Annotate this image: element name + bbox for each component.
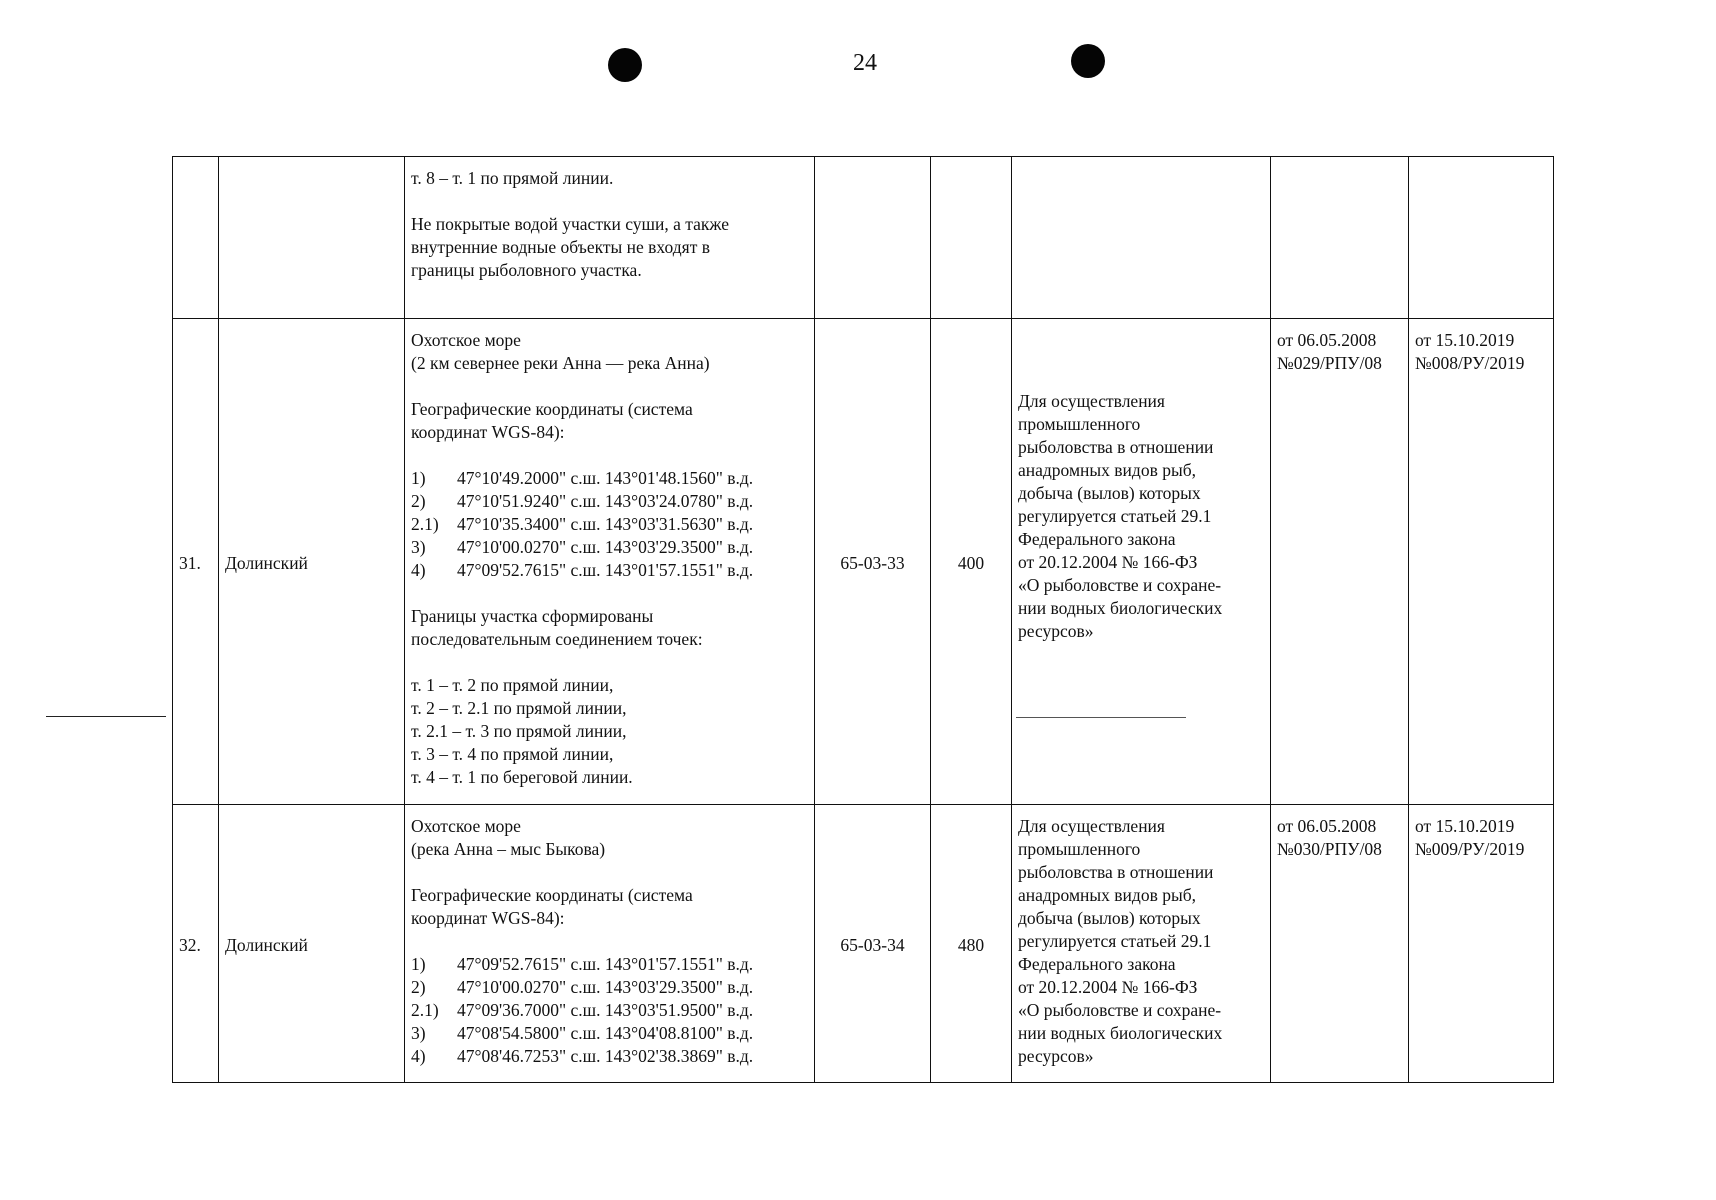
sea-name: Охотское море — [411, 330, 521, 350]
coord-point: 1) — [411, 468, 426, 488]
coord-value: 47°08'54.5800" с.ш. 143°04'08.8100" в.д. — [457, 1023, 754, 1043]
coord-list — [411, 953, 808, 1068]
cell-number: 31. — [173, 319, 219, 805]
table-row — [173, 319, 1554, 805]
cell-ref2 — [1409, 157, 1554, 319]
area-extent: (река Анна – мыс Быкова) — [411, 839, 606, 859]
cell-ref1: от 06.05.2008 №029/РПУ/08 — [1271, 319, 1409, 805]
text-line: Границы участка сформированы — [411, 606, 654, 626]
coord-item — [411, 1022, 808, 1045]
coord-item — [411, 467, 808, 490]
page-number: 24 — [853, 50, 877, 76]
cell-ref1: от 06.05.2008 №030/РПУ/08 — [1271, 805, 1409, 1083]
text-line: Географические координаты (система — [411, 885, 693, 905]
coord-value: 47°08'46.7253" с.ш. 143°02'38.3869" в.д. — [457, 1046, 754, 1066]
cell-description — [405, 157, 815, 319]
coord-value: 47°09'52.7615" с.ш. 143°01'57.1551" в.д. — [457, 560, 754, 580]
cell-district: Долинский — [219, 319, 405, 805]
coord-title — [411, 884, 808, 930]
cell-purpose: Для осуществления промышленного рыболовства в отношении анадромных видов рыб, добыча (вылов) которых регулируется статьей 29.1 Федерального закона от 20.12.2004 № 166-ФЗ «О рыболовстве и сохране- нии водных биологических ресурсов» — [1012, 319, 1271, 805]
coord-point: 4) — [411, 560, 426, 580]
coord-point: 2.1) — [411, 514, 439, 534]
coord-item — [411, 976, 808, 999]
text-line: координат WGS-84): — [411, 422, 565, 442]
bound-item: т. 4 – т. 1 по береговой линии. — [411, 767, 633, 787]
cell-number — [173, 157, 219, 319]
bounds-title — [411, 605, 808, 651]
cell-area — [931, 157, 1012, 319]
cell-code: 65-03-33 — [815, 319, 931, 805]
coord-item — [411, 953, 808, 976]
sea-name: Охотское море — [411, 816, 521, 836]
coord-item — [411, 999, 808, 1022]
coord-value: 47°10'35.3400" с.ш. 143°03'31.5630" в.д. — [457, 514, 754, 534]
punch-hole-right — [1071, 44, 1105, 78]
coord-item — [411, 513, 808, 536]
coord-item — [411, 536, 808, 559]
cell-district: Долинский — [219, 805, 405, 1083]
coord-item — [411, 1045, 808, 1068]
coord-point: 3) — [411, 1023, 426, 1043]
cell-ref1 — [1271, 157, 1409, 319]
cell-ref2: от 15.10.2019 №009/РУ/2019 — [1409, 805, 1554, 1083]
area-extent: (2 км севернее реки Анна — река Анна) — [411, 353, 710, 373]
bound-item: т. 1 – т. 2 по прямой линии, — [411, 675, 614, 695]
coord-value: 47°10'51.9240" с.ш. 143°03'24.0780" в.д. — [457, 491, 754, 511]
bounds-list — [411, 674, 808, 789]
coord-point: 3) — [411, 537, 426, 557]
continuation-text — [411, 167, 808, 190]
bound-item: т. 3 – т. 4 по прямой линии, — [411, 744, 614, 764]
area-location — [411, 815, 808, 861]
exclusion-note — [411, 213, 808, 282]
coord-item — [411, 559, 808, 582]
coord-value: 47°10'00.0270" с.ш. 143°03'29.3500" в.д. — [457, 537, 754, 557]
coord-value: 47°10'49.2000" с.ш. 143°01'48.1560" в.д. — [457, 468, 754, 488]
bound-item: т. 2 – т. 2.1 по прямой линии, — [411, 698, 627, 718]
coord-point: 2.1) — [411, 1000, 439, 1020]
coord-value: 47°09'36.7000" с.ш. 143°03'51.9500" в.д. — [457, 1000, 754, 1020]
cell-ref2: от 15.10.2019 №008/РУ/2019 — [1409, 319, 1554, 805]
cell-purpose: Для осуществления промышленного рыболовства в отношении анадромных видов рыб, добыча (вылов) которых регулируется статьей 29.1 Федерального закона от 20.12.2004 № 166-ФЗ «О рыболовстве и сохране- нии водных биологических ресурсов» — [1012, 805, 1271, 1083]
cell-code — [815, 157, 931, 319]
cell-description — [405, 319, 815, 805]
text-line: последовательным соединением точек: — [411, 629, 703, 649]
coord-value: 47°10'00.0270" с.ш. 143°03'29.3500" в.д. — [457, 977, 754, 997]
text-line: т. 8 – т. 1 по прямой линии. — [411, 168, 614, 188]
coord-point: 1) — [411, 954, 426, 974]
text-line: внутренние водные объекты не входят в — [411, 237, 710, 257]
coord-point: 2) — [411, 977, 426, 997]
text-line: координат WGS-84): — [411, 908, 565, 928]
scan-artifact-line — [46, 716, 166, 717]
text-line: Не покрытые водой участки суши, а также — [411, 214, 729, 234]
cell-description — [405, 805, 815, 1083]
coord-value: 47°09'52.7615" с.ш. 143°01'57.1551" в.д. — [457, 954, 754, 974]
cell-code: 65-03-34 — [815, 805, 931, 1083]
table-row — [173, 805, 1554, 1083]
text-line: Географические координаты (система — [411, 399, 693, 419]
coord-item — [411, 490, 808, 513]
fishing-areas-table — [172, 156, 1554, 1083]
text-line: границы рыболовного участка. — [411, 260, 642, 280]
punch-hole-left — [608, 48, 642, 82]
coord-list — [411, 467, 808, 582]
table-row — [173, 157, 1554, 319]
cell-area: 480 — [931, 805, 1012, 1083]
cell-area: 400 — [931, 319, 1012, 805]
cell-district — [219, 157, 405, 319]
coord-title — [411, 398, 808, 444]
cell-number: 32. — [173, 805, 219, 1083]
bound-item: т. 2.1 – т. 3 по прямой линии, — [411, 721, 627, 741]
cell-purpose — [1012, 157, 1271, 319]
area-location — [411, 329, 808, 375]
coord-point: 2) — [411, 491, 426, 511]
coord-point: 4) — [411, 1046, 426, 1066]
